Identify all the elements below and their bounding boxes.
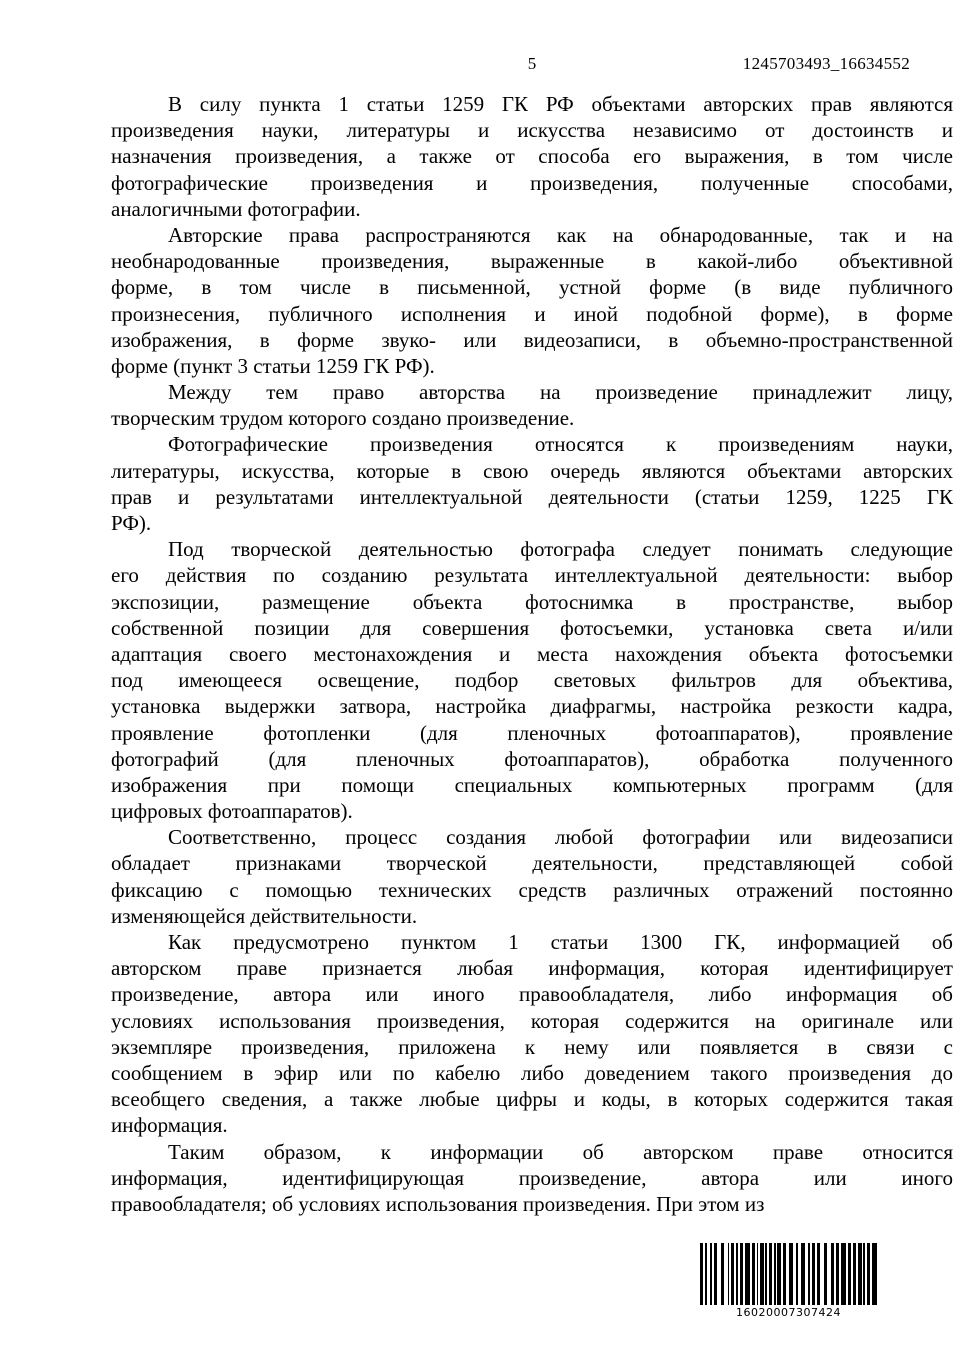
page-header <box>111 53 953 77</box>
paragraph <box>111 379 953 431</box>
paragraph-line: экземпляре произведения, приложена к нему или появляется в связи с <box>111 1034 953 1059</box>
paragraph-line: установка выдержки затвора, настройка диафрагмы, настройка резкости кадра, <box>111 694 953 719</box>
paragraph-line: аналогичными фотографии. <box>111 196 361 221</box>
barcode-bar <box>872 1243 877 1305</box>
paragraph <box>111 222 953 379</box>
paragraph-line: РФ). <box>111 511 152 535</box>
paragraph <box>111 91 953 222</box>
paragraph-line: форме, в том числе в письменной, устной форме (в виде публичного <box>111 275 953 300</box>
paragraph <box>111 1139 953 1218</box>
paragraph-line: Как предусмотрено пунктом 1 статьи 1300 ГК, информацией об <box>168 930 953 954</box>
paragraph-line: адаптация своего местонахождения и места нахождения объекта фотосъемки <box>111 641 953 666</box>
document-number: 1245703493_16634552 <box>742 54 910 73</box>
paragraph-line: Авторские права распространяются как на обнародованные, так и на <box>168 222 953 247</box>
paragraph-line: Под творческой деятельностью фотографа следует понимать следующие <box>168 537 953 562</box>
paragraph-line: произведения науки, литературы и искусства независимо от достоинств и <box>111 118 953 143</box>
paragraph-line: необнародованные произведения, выраженные в какой-либо объективной <box>111 249 953 274</box>
paragraph-line: назначения произведения, а также от способа его выражения, в том числе <box>111 144 953 169</box>
paragraph-line: фотографий (для пленочных фотоаппаратов), обработка полученного <box>111 746 953 771</box>
paragraph-line: под имеющееся освещение, подбор световых фильтров для объектива, <box>111 668 953 693</box>
paragraph-line: творческим трудом которого создано произведение. <box>111 406 575 431</box>
paragraph <box>111 824 953 929</box>
paragraph-line: информация. <box>111 1113 228 1138</box>
barcode-bars <box>700 1243 877 1305</box>
paragraph-line: форме (пункт 3 статьи 1259 ГК РФ). <box>111 353 435 378</box>
paragraph-line: условиях использования произведения, которая содержится на оригинале или <box>111 1008 953 1033</box>
paragraph-line: произведение, автора или иного правообладателя, либо информация об <box>111 982 953 1007</box>
paragraph-line: Соответственно, процесс создания любой фотографии или видеозаписи <box>168 825 953 850</box>
paragraph-line: В силу пункта 1 статьи 1259 ГК РФ объектами авторских прав являются <box>168 92 953 116</box>
paragraph-line: информация, идентифицирующая произведение, автора или иного <box>111 1165 953 1190</box>
paragraph-line: обладает признаками творческой деятельности, представляющей собой <box>111 851 953 876</box>
page-number: 5 <box>527 54 537 73</box>
paragraph-line: цифровых фотоаппаратов). <box>111 799 353 824</box>
paragraph-line: всеобщего сведения, а также любые цифры и коды, в которых содержится такая <box>111 1087 953 1112</box>
paragraph-line: проявление фотопленки (для пленочных фотоаппаратов), проявление <box>111 720 953 745</box>
paragraph-line: авторском праве признается любая информация, которая идентифицирует <box>111 956 953 981</box>
paragraph-line: Фотографические произведения относятся к произведениям науки, <box>168 432 953 457</box>
paragraph-line: фотографические произведения и произведения, полученные способами, <box>111 170 953 195</box>
paragraph-line: изображения при помощи специальных компьютерных программ (для <box>111 772 953 797</box>
paragraph-line: его действия по созданию результата интеллектуальной деятельности: выбор <box>111 563 953 588</box>
barcode <box>700 1243 877 1319</box>
paragraph-line: литературы, искусства, которые в свою очередь являются объектами авторских <box>111 458 953 483</box>
paragraph-line: сообщением в эфир или по кабелю либо доведением такого произведения до <box>111 1060 953 1085</box>
paragraph-line: Между тем право авторства на произведение принадлежит лицу, <box>168 380 953 405</box>
document-body <box>111 91 953 1217</box>
paragraph-line: произнесения, публичного исполнения и иной подобной форме), в форме <box>111 301 953 326</box>
paragraph-line: изменяющейся действительности. <box>111 903 418 928</box>
barcode-number: 16020007307424 <box>736 1306 841 1319</box>
paragraph-line: собственной позиции для совершения фотосъемки, установка света и/или <box>111 615 953 640</box>
paragraph-line: экспозиции, размещение объекта фотоснимка в пространстве, выбор <box>111 589 953 614</box>
paragraph-line: фиксацию с помощью технических средств различных отражений постоянно <box>111 877 953 902</box>
paragraph-line: прав и результатами интеллектуальной деятельности (статьи 1259, 1225 ГК <box>111 484 953 509</box>
paragraph <box>111 536 953 824</box>
paragraph-line: изображения, в форме звуко- или видеозаписи, в объемно-пространственной <box>111 327 953 352</box>
paragraph <box>111 929 953 1139</box>
paragraph-line: правообладателя; об условиях использования произведения. При этом из <box>111 1191 765 1216</box>
paragraph-line: Таким образом, к информации об авторском праве относится <box>168 1139 953 1164</box>
paragraph <box>111 431 953 536</box>
